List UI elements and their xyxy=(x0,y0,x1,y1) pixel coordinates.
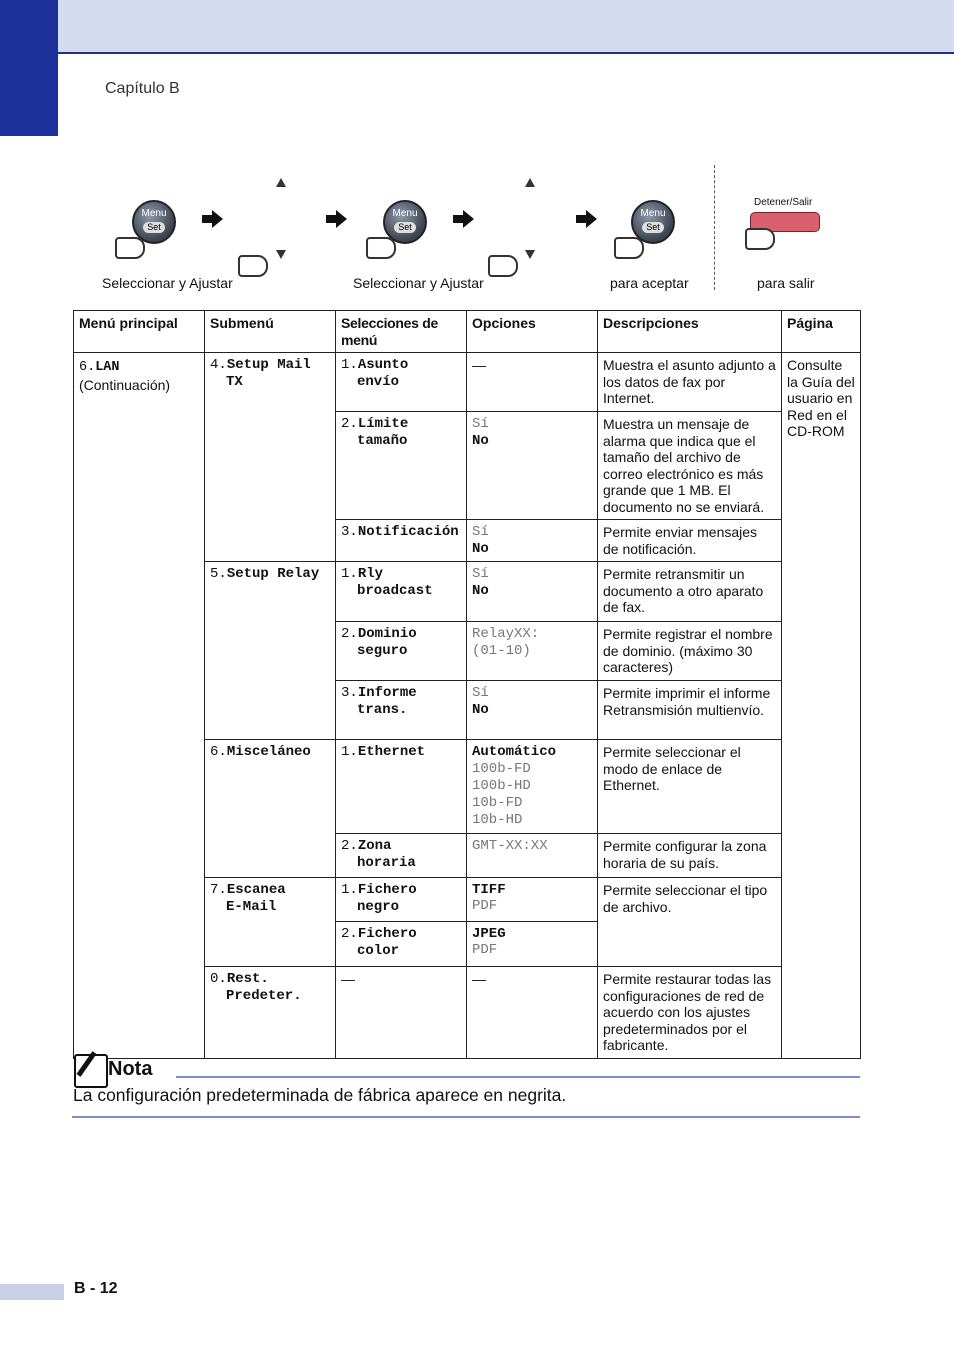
submenu-name-cont: TX xyxy=(226,373,243,390)
option-value: Sí xyxy=(472,566,489,582)
options-cell xyxy=(467,562,598,622)
options-cell xyxy=(467,681,598,740)
option-value: 10b-HD xyxy=(472,812,523,828)
submenu-name-cont: E-Mail xyxy=(226,898,277,915)
note-title: Nota xyxy=(108,1058,153,1080)
options-cell xyxy=(467,922,598,967)
selection-name-cont: negro xyxy=(357,898,400,915)
description-cell: Permite seleccionar el modo de enlace de Ethernet. xyxy=(598,740,782,834)
submenu-cell xyxy=(205,562,336,740)
description-cell: Permite retransmitir un documento a otro aparato de fax. xyxy=(598,562,782,622)
description-cell: Permite restaurar todas las configuraciones de red de acuerdo con los ajustes predeterminados por el fabricante. xyxy=(598,967,782,1059)
option-default: No xyxy=(472,540,489,557)
note-text: La configuración predeterminada de fábrica aparece en negrita. xyxy=(73,1085,567,1105)
options-cell xyxy=(467,878,598,922)
chapter-title: Capítulo B xyxy=(105,80,180,97)
selection-name: Fichero xyxy=(357,882,417,898)
selection-number: 1. xyxy=(341,882,358,898)
set-key-label: Set xyxy=(642,222,664,233)
key-sequence-diagram xyxy=(0,160,954,300)
selection-name-cont: broadcast xyxy=(357,582,433,599)
pressing-hand-icon xyxy=(238,255,268,277)
submenu-cell xyxy=(205,878,336,967)
submenu-cell xyxy=(205,967,336,1059)
submenu-name: Misceláneo xyxy=(226,744,311,760)
table-header-row xyxy=(74,311,861,353)
up-arrow-key-icon xyxy=(525,178,535,187)
selection-number: 3. xyxy=(341,685,358,701)
menu-key-label: Menu xyxy=(141,208,167,219)
selection-name: Rly xyxy=(357,566,384,582)
column-header: Submenú xyxy=(205,311,336,353)
column-header: Opciones xyxy=(467,311,598,353)
submenu-number: 4. xyxy=(210,357,227,373)
options-cell: — xyxy=(467,353,598,412)
selection-cell xyxy=(336,878,467,922)
selection-name: Notificación xyxy=(357,524,459,540)
selection-number: 2. xyxy=(341,626,358,642)
selection-name: Dominio xyxy=(357,626,417,642)
pressing-hand-icon xyxy=(614,237,644,259)
options-cell: — xyxy=(467,967,598,1059)
selection-number: 1. xyxy=(341,357,358,373)
step-label: Seleccionar y Ajustar xyxy=(102,275,233,291)
selection-name-cont: envío xyxy=(357,373,400,390)
page-number: B - 12 xyxy=(74,1280,118,1297)
pressing-hand-icon xyxy=(366,237,396,259)
column-header: Selecciones de menú xyxy=(336,311,467,353)
options-cell xyxy=(467,520,598,562)
option-value: PDF xyxy=(472,942,498,958)
selection-number: 3. xyxy=(341,524,358,540)
option-default: No xyxy=(472,582,489,599)
selection-name-cont: trans. xyxy=(357,701,408,718)
submenu-name: Rest. xyxy=(226,971,269,987)
options-cell xyxy=(467,834,598,878)
options-cell xyxy=(467,412,598,520)
submenu-name: Setup Relay xyxy=(226,566,320,582)
pressing-hand-icon xyxy=(488,255,518,277)
submenu-number: 6. xyxy=(210,744,227,760)
main-menu-cell xyxy=(74,353,205,1059)
selection-name: Límite xyxy=(357,416,409,432)
option-value: PDF xyxy=(472,898,498,914)
selection-name: Informe xyxy=(357,685,417,701)
right-arrow-icon xyxy=(453,210,475,228)
option-default: JPEG xyxy=(472,926,506,942)
right-arrow-icon xyxy=(202,210,224,228)
column-header: Página xyxy=(782,311,861,353)
selection-cell xyxy=(336,681,467,740)
column-header: Descripciones xyxy=(598,311,782,353)
right-arrow-icon xyxy=(576,210,598,228)
step-label: para salir xyxy=(757,275,815,291)
submenu-name-cont: Predeter. xyxy=(226,987,302,1004)
main-menu-continuation: (Continuación) xyxy=(79,377,171,393)
option-value: Sí xyxy=(472,524,489,540)
submenu-number: 0. xyxy=(210,971,227,987)
selection-cell xyxy=(336,922,467,967)
submenu-name: Setup Mail xyxy=(226,357,311,373)
selection-cell: — xyxy=(336,967,467,1059)
submenu-cell xyxy=(205,353,336,562)
description-cell: Permite configurar la zona horaria de su país. xyxy=(598,834,782,878)
submenu-number: 5. xyxy=(210,566,227,582)
note-pencil-icon xyxy=(74,1054,108,1088)
option-default: No xyxy=(472,432,489,449)
selection-name: Fichero xyxy=(357,926,417,942)
menu-table xyxy=(73,310,861,1059)
selection-cell xyxy=(336,562,467,622)
option-value: Sí xyxy=(472,685,489,701)
option-value: (01-10) xyxy=(472,642,531,659)
options-cell xyxy=(467,622,598,681)
top-bar xyxy=(0,0,954,54)
option-value: RelayXX: xyxy=(472,626,540,642)
set-key-label: Set xyxy=(143,222,165,233)
selection-cell xyxy=(336,740,467,834)
stop-key-label: Detener/Salir xyxy=(754,197,813,208)
selection-cell xyxy=(336,622,467,681)
selection-name: Asunto xyxy=(357,357,409,373)
right-arrow-icon xyxy=(326,210,348,228)
pressing-hand-icon xyxy=(745,228,775,250)
description-cell: Permite registrar el nombre de dominio. (máximo 30 caracteres) xyxy=(598,622,782,681)
option-value: Sí xyxy=(472,416,489,432)
submenu-cell xyxy=(205,740,336,878)
selection-cell xyxy=(336,353,467,412)
dashed-divider xyxy=(714,165,715,290)
description-cell: Permite enviar mensajes de notificación. xyxy=(598,520,782,562)
down-arrow-key-icon xyxy=(525,250,535,259)
menu-key-label: Menu xyxy=(392,208,418,219)
chapter-side-tab xyxy=(0,0,58,136)
selection-number: 2. xyxy=(341,416,358,432)
down-arrow-key-icon xyxy=(276,250,286,259)
menu-key-label: Menu xyxy=(640,208,666,219)
step-label: para aceptar xyxy=(610,275,689,291)
note-divider-bottom xyxy=(72,1116,860,1118)
selection-cell xyxy=(336,412,467,520)
selection-number: 1. xyxy=(341,744,358,760)
description-cell: Permite imprimir el informe Retransmisión multienvío. xyxy=(598,681,782,740)
page-cell: Consulte la Guía del usuario en Red en el CD-ROM xyxy=(782,353,861,1059)
options-cell xyxy=(467,740,598,834)
option-default: Automático xyxy=(472,744,557,760)
selection-name-cont: seguro xyxy=(357,642,408,659)
main-menu-name: LAN xyxy=(95,360,120,375)
submenu-name: Escanea xyxy=(226,882,286,898)
option-default: TIFF xyxy=(472,882,506,898)
option-default: No xyxy=(472,701,489,718)
option-value: 100b-FD xyxy=(472,761,531,777)
option-value: GMT-XX:XX xyxy=(472,838,548,854)
selection-number: 2. xyxy=(341,838,358,854)
up-arrow-key-icon xyxy=(276,178,286,187)
selection-number: 1. xyxy=(341,566,358,582)
selection-name-cont: horaria xyxy=(357,854,416,871)
selection-cell xyxy=(336,834,467,878)
submenu-number: 7. xyxy=(210,882,227,898)
option-value: 100b-HD xyxy=(472,778,531,794)
description-cell: Muestra un mensaje de alarma que indica que el tamaño del archivo de correo electrónico es más grande que 1 MB. El documento no se enviará. xyxy=(598,412,782,520)
note-divider-top xyxy=(176,1076,860,1078)
pressing-hand-icon xyxy=(115,237,145,259)
footer-bar xyxy=(0,1284,64,1300)
selection-number: 2. xyxy=(341,926,358,942)
selection-name: Ethernet xyxy=(357,744,426,760)
main-menu-number: 6. xyxy=(79,360,96,375)
description-cell: Permite seleccionar el tipo de archivo. xyxy=(598,878,782,967)
selection-name-cont: tamaño xyxy=(357,432,408,449)
column-header: Menú principal xyxy=(74,311,205,353)
table-row xyxy=(74,353,861,412)
step-label: Seleccionar y Ajustar xyxy=(353,275,484,291)
selection-name-cont: color xyxy=(357,942,400,959)
set-key-label: Set xyxy=(394,222,416,233)
option-value: 10b-FD xyxy=(472,795,523,811)
description-cell: Muestra el asunto adjunto a los datos de fax por Internet. xyxy=(598,353,782,412)
selection-name: Zona xyxy=(357,838,392,854)
selection-cell xyxy=(336,520,467,562)
